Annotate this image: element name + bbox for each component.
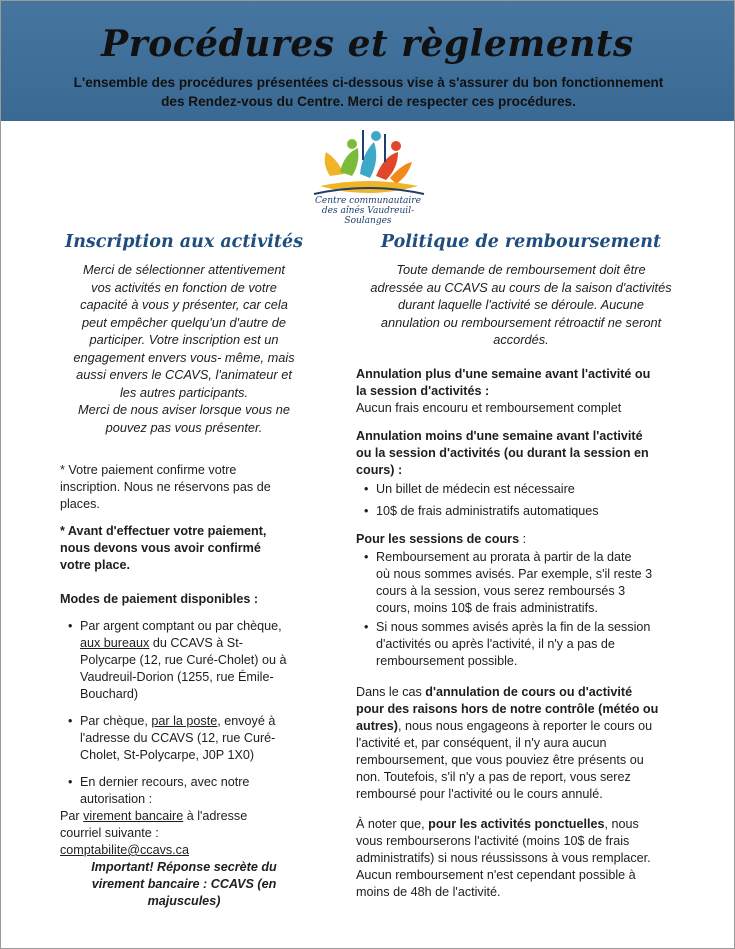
payment-note (60, 462, 308, 513)
text: d'annulation de cours ou d'activité (425, 684, 633, 699)
text: l'activité et, par conséquent, il n'y aura aucun (356, 735, 607, 750)
text: non. Toutefois, s'il n'y a pas de report, vous serez (356, 769, 631, 784)
text: la session d'activités : (356, 383, 490, 398)
text: du CCAVS à St- (152, 636, 243, 650)
payment-modes-heading: Modes de paiement disponibles : (60, 592, 259, 606)
text: cours à la session, vous serez remboursés 3 (376, 583, 626, 598)
right-column (356, 232, 686, 901)
list-item (356, 619, 686, 670)
logo-caption (300, 196, 436, 226)
note-line: places. (60, 497, 100, 511)
text: Pour les sessions de cours (356, 531, 520, 546)
note-line: * Avant d'effectuer votre paiement, (60, 524, 267, 538)
text: À noter que, (356, 816, 429, 831)
intro-line: annulation ou remboursement rétroactif ne seront (380, 314, 662, 330)
important-line: Important! Réponse secrète du (91, 860, 277, 874)
s1-text: Aucun frais encouru et remboursement complet (356, 400, 622, 415)
page-subtitle (41, 73, 696, 111)
text: Annulation moins d'une semaine avant l'activité (356, 428, 643, 443)
bullet-icon: • (68, 714, 73, 728)
note-line: nous devons vous avoir confirmé (60, 541, 261, 555)
page-title: Procédures et règlements (101, 23, 634, 65)
s2-bullets (356, 481, 686, 520)
text: autres) (356, 718, 398, 733)
text: Aucun remboursement n'est cependant possible à (356, 867, 636, 882)
intro-line: Merci de nous aviser lorsque vous ne (78, 402, 290, 417)
intro-line: participer. Votre inscription est un (89, 332, 279, 347)
text: Cholet, St-Polycarpe, J0P 1X0) (80, 748, 255, 762)
section-heading-inscription: Inscription aux activités (65, 232, 303, 252)
text: Par argent comptant ou par chèque, (80, 619, 282, 633)
offices-link[interactable]: aux bureaux (80, 636, 150, 650)
intro-line: Merci de sélectionner attentivement (82, 262, 285, 277)
note-line: * Votre paiement confirme votre (60, 463, 237, 477)
inscription-intro (60, 261, 308, 436)
list-item (356, 549, 686, 617)
text: Un billet de médecin est nécessaire (376, 481, 575, 496)
payment-modes-list (60, 618, 308, 808)
note-line: votre place. (60, 558, 130, 572)
intro-line: vos activités en fonction de votre (91, 279, 277, 295)
text: administratifs) si nous réussissons à vous remplacer. (356, 850, 651, 865)
text: moins de 48h de l'activité. (356, 884, 501, 899)
text: En dernier recours, avec notre (80, 775, 250, 789)
intro-line: aussi envers le CCAVS, l'animateur et (76, 367, 292, 382)
bullet-icon: • (364, 549, 369, 564)
confirmation-note (60, 523, 308, 574)
text: Par (60, 809, 80, 823)
logo-caption-line: Centre communautaire (315, 196, 421, 206)
text: remboursé pour l'activité ou le cours annulé. (356, 786, 603, 801)
text: pour les activités ponctuelles (428, 816, 605, 831)
email-link[interactable]: comptabilite@ccavs.ca (60, 843, 189, 857)
text: où nous sommes avisés. Par exemple, s'il reste 3 (376, 566, 653, 581)
intro-line: capacité à vous y présenter, car cela (80, 297, 288, 312)
bullet-icon: • (68, 619, 73, 633)
subtitle-line: L'ensemble des procédures présentées ci-dessous vise à s'assurer du bon fonctionnement (73, 75, 664, 90)
cancellation-paragraph (356, 684, 686, 803)
s2-heading (356, 428, 686, 479)
bullet-icon: • (364, 481, 369, 496)
important-note (60, 859, 308, 910)
intro-line: peut empêcher quelqu'un d'autre de (81, 314, 287, 330)
text: Dans le cas (356, 684, 426, 699)
text: cours) : (356, 462, 403, 477)
intro-line: les autres participants. (119, 384, 249, 400)
text: : (519, 531, 527, 546)
bullet-icon: • (68, 775, 73, 789)
important-line: majuscules) (147, 894, 221, 908)
s3-heading (356, 531, 686, 548)
text: , nous (604, 816, 639, 831)
text: autorisation : (80, 792, 153, 806)
text: , nous nous engageons à reporter le cours ou (398, 718, 653, 733)
text: pour des raisons hors de notre contrôle (météo ou (356, 701, 659, 716)
text: Remboursement au prorata à partir de la date (376, 549, 632, 564)
text: Bouchard) (80, 687, 139, 701)
text: Annulation plus d'une semaine avant l'activité ou (356, 366, 651, 381)
text: , envoyé à (217, 714, 276, 728)
refund-intro (356, 261, 686, 349)
intro-line: adressée au CCAVS au cours de la saison d'activités (370, 279, 672, 295)
section-heading-remboursement: Politique de remboursement (380, 232, 662, 252)
text: 10$ de frais administratifs automatiques (376, 503, 599, 518)
intro-line: accordés. (493, 332, 549, 347)
note-line: inscription. Nous ne réservons pas de (60, 480, 271, 494)
transfer-details (60, 808, 308, 859)
list-item (356, 481, 686, 498)
text: courriel suivante : (60, 826, 159, 840)
text: à l'adresse (186, 809, 248, 823)
payment-mode-office (60, 618, 308, 703)
payment-mode-transfer (60, 774, 308, 808)
left-column (60, 232, 308, 910)
text: Par chèque, (80, 714, 148, 728)
mail-link[interactable]: par la poste (151, 714, 218, 728)
text: Polycarpe (12, rue Curé-Cholet) ou à (80, 653, 287, 667)
s3-bullets (356, 549, 686, 670)
text: ou la session d'activités (ou durant la session en (356, 445, 649, 460)
s1-heading (356, 366, 686, 400)
intro-line: Toute demande de remboursement doit être (396, 262, 646, 277)
bullet-icon: • (364, 503, 369, 518)
logo-caption-line: des aînés Vaudreuil-Soulanges (321, 206, 415, 226)
intro-line: pouvez pas vous présenter. (105, 419, 263, 435)
bank-transfer-link[interactable]: virement bancaire (83, 809, 184, 823)
important-line: virement bancaire : CCAVS (en (91, 877, 277, 891)
subtitle-line: des Rendez-vous du Centre. Merci de respecter ces procédures. (161, 94, 576, 109)
text: remboursement possible. (376, 653, 518, 668)
punctual-activities-paragraph (356, 816, 686, 901)
intro-line: engagement envers vous- même, mais (73, 349, 295, 365)
text: cours, moins 10$ de frais administratifs. (376, 600, 598, 615)
text: remboursement, que vous pouviez être présents ou (356, 752, 644, 767)
intro-line: durant laquelle l'activité se déroule. Aucune (398, 297, 644, 312)
bullet-icon: • (364, 619, 369, 634)
list-item (356, 503, 686, 520)
payment-mode-mail (60, 713, 308, 764)
text: vous rembourserons l'activité (moins 10$ de frais (356, 833, 630, 848)
text: d'activités ou après l'activité, il n'y a pas de (376, 636, 615, 651)
text: Si nous sommes avisés après la fin de la session (376, 619, 651, 634)
text: l'adresse du CCAVS (12, rue Curé- (80, 731, 276, 745)
header-banner (1, 1, 734, 121)
text: Vaudreuil-Dorion (1255, rue Émile- (80, 670, 274, 684)
